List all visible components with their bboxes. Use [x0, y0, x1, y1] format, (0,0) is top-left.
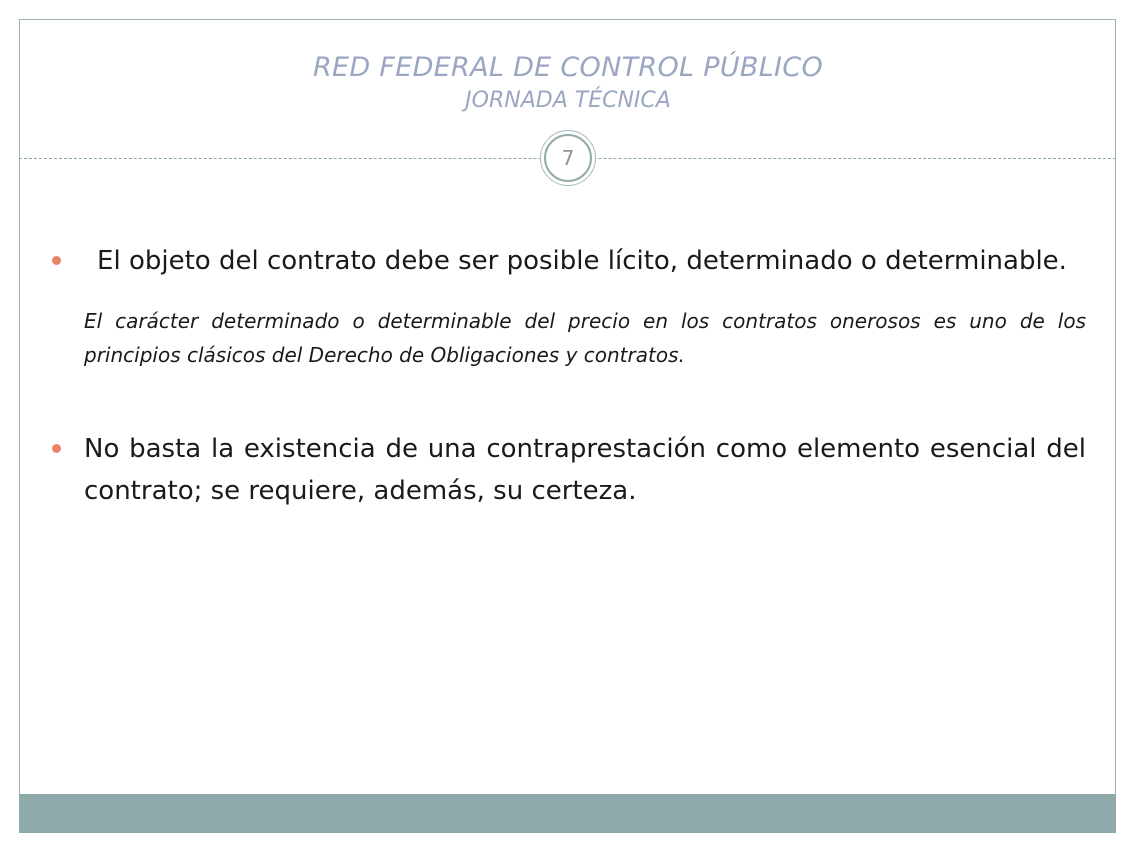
- slide-subtitle: JORNADA TÉCNICA: [465, 88, 671, 113]
- bullet-dot-icon: [52, 256, 61, 265]
- slide-content: [50, 240, 1086, 512]
- page-number: 7: [544, 134, 592, 182]
- bullet-dot-icon: [52, 444, 61, 453]
- footer-band: [19, 794, 1116, 833]
- bullet-item: [50, 428, 1086, 512]
- sub-paragraph: El carácter determinado o determinable del precio en los contratos onerosos es uno de los principios clásicos del Derecho de Obligaciones y contratos.: [84, 309, 1086, 367]
- bullet-text: El objeto del contrato debe ser posible lícito, determinado o determinable.: [97, 246, 1067, 276]
- slide-title: RED FEDERAL DE CONTROL PÚBLICO: [312, 52, 824, 83]
- page-number-badge: [540, 130, 596, 186]
- bullet-text: No basta la existencia de una contraprestación como elemento esencial del contrato; se requiere, además, su certeza.: [84, 434, 1086, 506]
- bullet-item: [50, 240, 1086, 282]
